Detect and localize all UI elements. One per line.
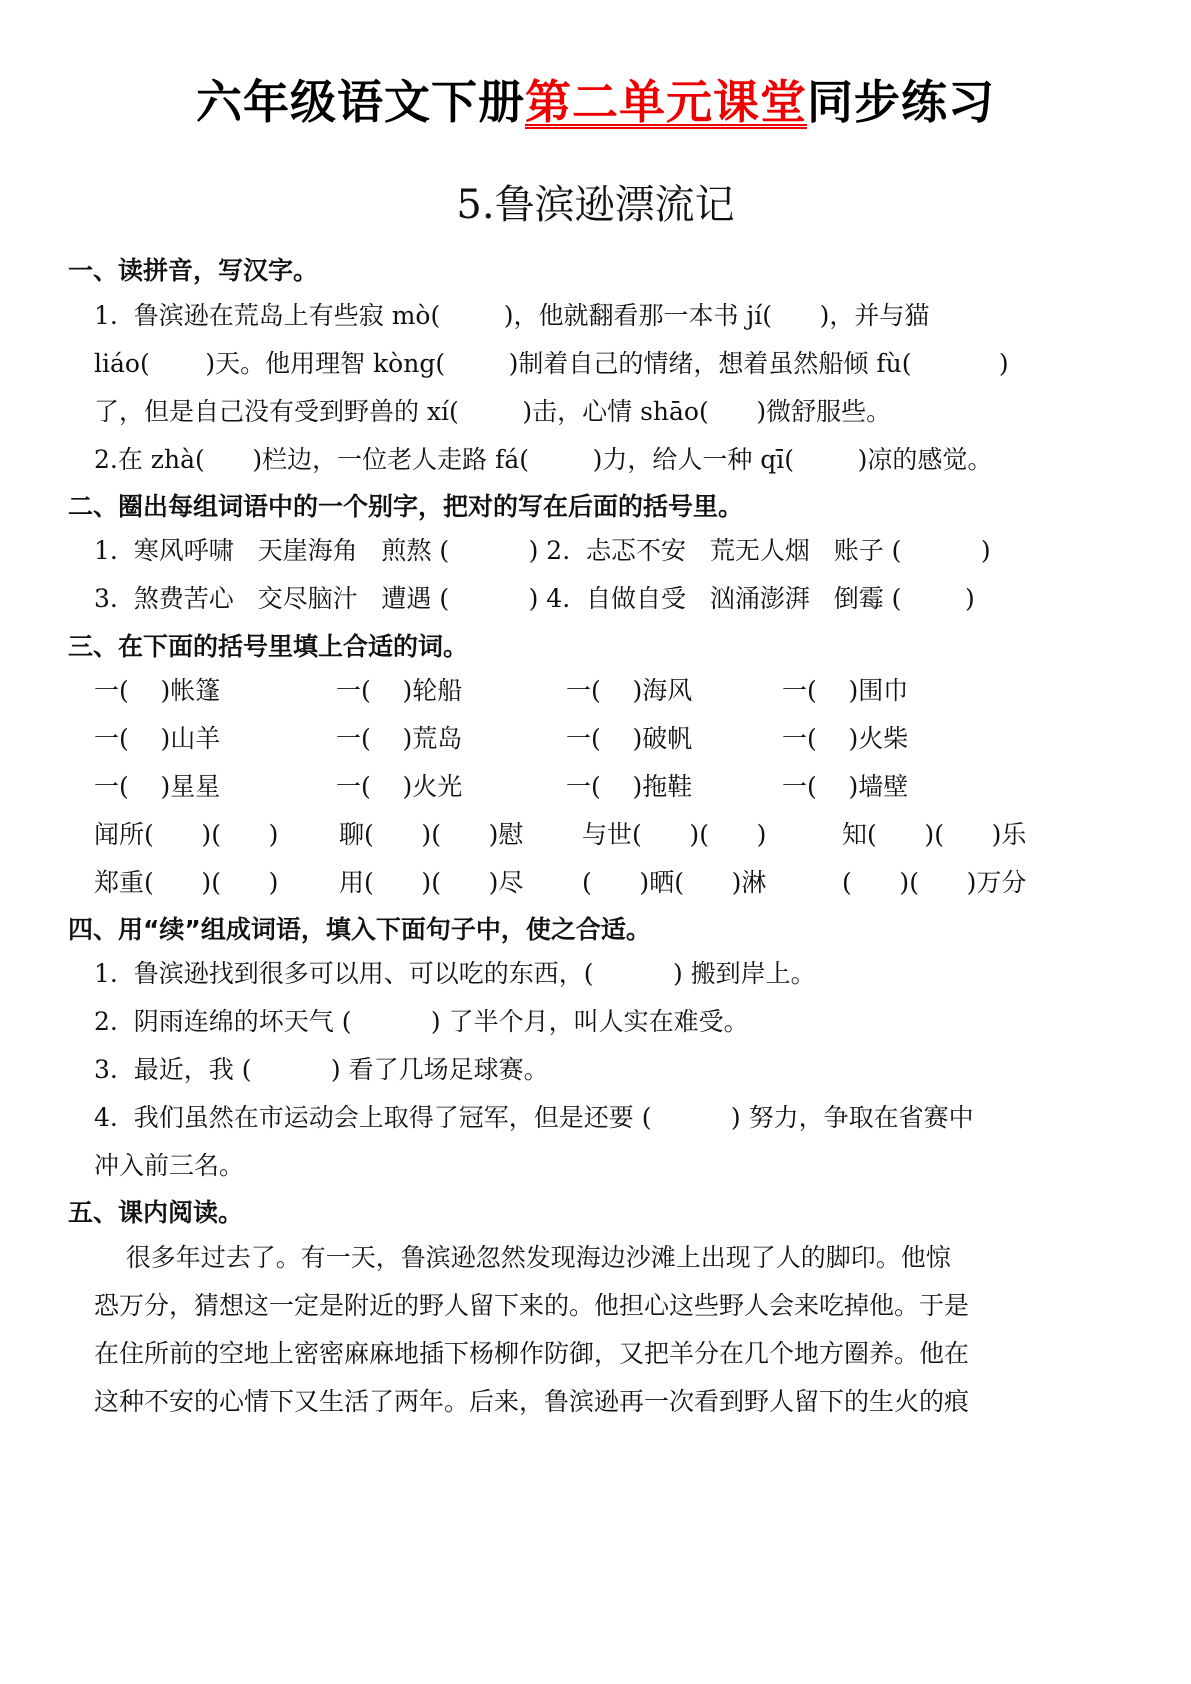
section-2-heading: 二、圈出每组词语中的一个别字，把对的写在后面的括号里。 (68, 492, 744, 521)
idiom-item: 郑重( )( ) (94, 868, 279, 897)
section-1-line: 2.在 zhà( )栏边，一位老人走路 fá( )力，给人一种 qī( )凉的感觉。 (94, 445, 993, 474)
measure-word-item: 一( )墙壁 (782, 772, 909, 801)
section-4-heading: 四、用“续”组成词语，填入下面句子中，使之合适。 (68, 915, 651, 944)
section-4-line: 4. 我们虽然在市运动会上取得了冠军，但是还要 ( ) 努力，争取在省赛中 (94, 1103, 974, 1132)
idiom-item: 聊( )( )慰 (339, 820, 524, 849)
measure-word-row (94, 771, 1054, 803)
reading-paragraph-line: 恐万分，猜想这一定是附近的野人留下来的。他担心这些野人会来吃掉他。于是 (94, 1291, 970, 1320)
section-1-line: 了，但是自己没有受到野兽的 xí( )击，心情 shāo( )微舒服些。 (94, 397, 892, 426)
measure-word-item: 一( )星星 (94, 772, 221, 801)
measure-word-item: 一( )破帆 (566, 724, 693, 753)
idiom-item: 闻所( )( ) (94, 820, 279, 849)
measure-word-row (94, 723, 1054, 755)
reading-paragraph-line: 在住所前的空地上密密麻麻地插下杨柳作防御，又把羊分在几个地方圈养。他在 (94, 1339, 970, 1368)
reading-paragraph-line: 这种不安的心情下又生活了两年。后来，鲁滨逊再一次看到野人留下的生火的痕 (94, 1387, 970, 1416)
section-3-heading: 三、在下面的括号里填上合适的词。 (68, 632, 469, 661)
section-1-heading: 一、读拼音，写汉字。 (68, 256, 319, 285)
measure-word-item: 一( )轮船 (336, 676, 463, 705)
measure-word-item: 一( )山羊 (94, 724, 221, 753)
idiom-row (94, 819, 1054, 851)
idiom-item: ( )( )万分 (842, 868, 1027, 897)
measure-word-item: 一( )帐篷 (94, 676, 221, 705)
idiom-item: 知( )( )乐 (842, 820, 1027, 849)
title-prefix: 六年级语文下册 (196, 75, 525, 129)
title-highlight: 第二单元课堂 (525, 75, 807, 129)
idiom-item: ( )晒( )淋 (582, 868, 767, 897)
measure-word-item: 一( )拖鞋 (566, 772, 693, 801)
measure-word-item: 一( )火柴 (782, 724, 909, 753)
worksheet-title (0, 72, 1191, 132)
idiom-row (94, 867, 1054, 899)
measure-word-item: 一( )火光 (336, 772, 463, 801)
title-suffix: 同步练习 (807, 75, 995, 129)
section-4-line: 2. 阴雨连绵的坏天气 ( ) 了半个月，叫人实在难受。 (94, 1007, 749, 1036)
lesson-title: 5.鲁滨逊漂流记 (456, 182, 735, 228)
measure-word-row (94, 675, 1054, 707)
section-4-line: 冲入前三名。 (94, 1151, 245, 1180)
measure-word-item: 一( )荒岛 (336, 724, 463, 753)
measure-word-item: 一( )围巾 (782, 676, 909, 705)
section-4-line: 1. 鲁滨逊找到很多可以用、可以吃的东西，( ) 搬到岸上。 (94, 959, 816, 988)
section-2-line: 3. 煞费苦心 交尽脑汁 遭遇 ( ) 4. 自做自受 汹涌澎湃 倒霉 ( ) (94, 584, 975, 613)
section-1-line: 1. 鲁滨逊在荒岛上有些寂 mò( )，他就翻看那一本书 jí( )，并与猫 (94, 301, 930, 330)
measure-word-item: 一( )海风 (566, 676, 693, 705)
section-1-line: liáo( )天。他用理智 kòng( )制着自己的情绪，想着虽然船倾 fù( ) (94, 349, 1009, 378)
section-4-line: 3. 最近，我 ( ) 看了几场足球赛。 (94, 1055, 549, 1084)
section-2-line: 1. 寒风呼啸 天崖海角 煎熬 ( ) 2. 忐忑不安 荒无人烟 账子 ( ) (94, 536, 991, 565)
idiom-item: 与世( )( ) (582, 820, 767, 849)
section-5-heading: 五、课内阅读。 (68, 1198, 244, 1227)
idiom-item: 用( )( )尽 (339, 868, 524, 897)
reading-paragraph-line: 很多年过去了。有一天，鲁滨逊忽然发现海边沙滩上出现了人的脚印。他惊 (94, 1243, 951, 1272)
